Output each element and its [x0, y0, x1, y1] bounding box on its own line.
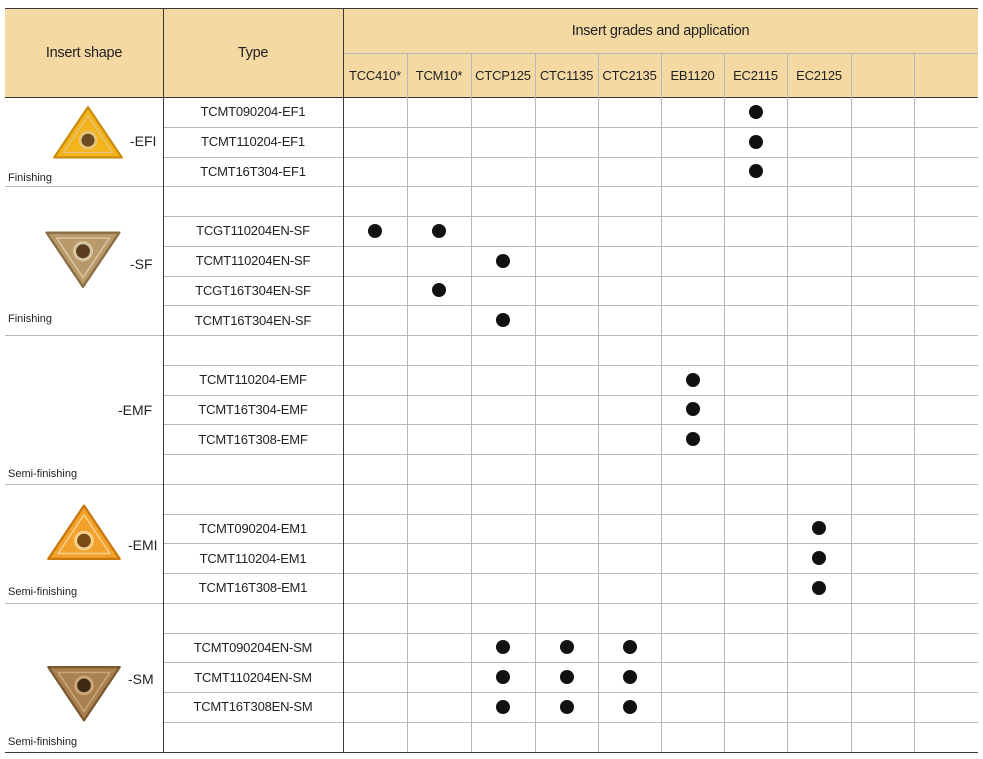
column-divider [598, 53, 599, 752]
application-dot [560, 640, 574, 654]
column-divider [851, 53, 852, 752]
application-dot [496, 670, 510, 684]
type-cell: TCMT110204EN-SM [194, 669, 312, 685]
application-dot [749, 135, 763, 149]
type-cell: TCMT16T308-EM1 [198, 580, 308, 596]
type-cell: TCMT16T304EN-SF [194, 312, 312, 328]
application-dot [432, 283, 446, 297]
application-dot [496, 313, 510, 327]
application-dot [623, 640, 637, 654]
grade-header: EB1120 [661, 53, 724, 97]
type-cell: TCMT16T308EN-SM [193, 699, 313, 715]
column-divider [471, 53, 472, 752]
application-dot [560, 670, 574, 684]
application-dot [368, 224, 382, 238]
application-label: Finishing [8, 172, 53, 184]
group-divider [5, 484, 978, 485]
insert-suffix-label: -SM [128, 671, 154, 687]
grade-header: CTC1135 [535, 53, 598, 97]
group-divider [5, 603, 978, 604]
header-grades-title: Insert grades and application [343, 8, 978, 53]
application-label: Semi-finishing [8, 586, 78, 598]
type-cell [163, 186, 343, 216]
group-divider [5, 186, 978, 187]
grade-header: CTCP125 [471, 53, 535, 97]
application-dot [432, 224, 446, 238]
grade-header [851, 53, 914, 97]
column-divider [535, 53, 536, 752]
column-divider [407, 53, 408, 752]
type-cell [163, 603, 343, 633]
type-cell: TCMT110204-EF1 [201, 134, 305, 150]
application-dot [812, 581, 826, 595]
brown-triangle-insert-icon [46, 662, 122, 724]
header-insert-shape: Insert shape [5, 8, 163, 97]
application-dot [496, 254, 510, 268]
application-dot [496, 640, 510, 654]
type-cell: TCMT090204-EM1 [199, 520, 307, 536]
yellow-triangle-insert-icon [52, 104, 124, 162]
column-divider [724, 53, 725, 752]
header-type: Type [163, 8, 343, 97]
bronze-triangle-insert-icon [42, 228, 124, 290]
grade-header: EC2125 [787, 53, 851, 97]
type-cell [163, 335, 343, 365]
insert-suffix-label: -EMF [118, 402, 153, 418]
type-cell: TCMT16T308-EMF [198, 431, 308, 447]
application-dot [686, 432, 700, 446]
type-cell: TCMT16T304-EMF [198, 401, 308, 417]
type-cell: TCMT16T304-EF1 [200, 163, 306, 179]
column-divider [787, 53, 788, 752]
column-divider [163, 8, 164, 752]
column-divider [661, 53, 662, 752]
grade-header [914, 53, 978, 97]
application-dot [496, 700, 510, 714]
column-divider [914, 53, 915, 752]
type-cell: TCMT110204EN-SF [195, 253, 311, 269]
header-border [5, 97, 978, 98]
application-dot [812, 521, 826, 535]
grade-header: CTC2135 [598, 53, 661, 97]
insert-suffix-label: -EFI [130, 133, 157, 149]
insert-suffix-label: -EMI [128, 537, 158, 553]
application-dot [749, 164, 763, 178]
application-label: Semi-finishing [8, 468, 78, 480]
group-divider [5, 752, 978, 753]
type-cell [163, 722, 343, 752]
application-dot [749, 105, 763, 119]
application-label: Semi-finishing [8, 736, 78, 748]
application-dot [560, 700, 574, 714]
application-dot [812, 551, 826, 565]
application-label: Finishing [8, 313, 53, 325]
type-cell: TCMT110204-EM1 [199, 550, 307, 566]
group-divider [5, 335, 978, 336]
type-cell: TCGT16T304EN-SF [195, 282, 311, 298]
type-cell: TCMT110204-EMF [199, 372, 307, 388]
column-divider [343, 8, 344, 752]
header-border [5, 8, 978, 9]
application-dot [623, 670, 637, 684]
orange-triangle-insert-icon [46, 500, 122, 566]
application-dot [686, 373, 700, 387]
grade-header: TCM10* [407, 53, 471, 97]
type-cell: TCMT090204EN-SM [193, 639, 313, 655]
type-cell [163, 454, 343, 484]
grade-header: EC2115 [724, 53, 787, 97]
insert-suffix-label: -SF [130, 256, 153, 272]
grade-header: TCC410* [343, 53, 407, 97]
type-cell [163, 484, 343, 514]
type-cell: TCGT110204EN-SF [196, 223, 310, 239]
application-dot [686, 402, 700, 416]
type-cell: TCMT090204-EF1 [200, 104, 306, 120]
application-dot [623, 700, 637, 714]
